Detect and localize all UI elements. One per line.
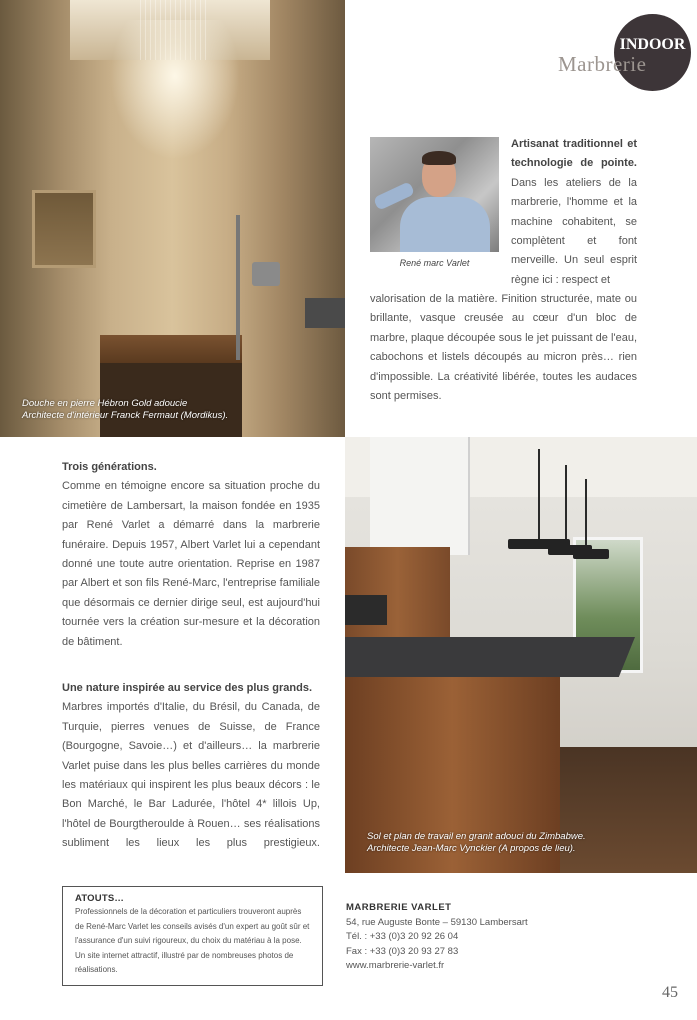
wall-ledge	[305, 298, 345, 328]
light-glow	[110, 20, 240, 160]
portrait-shirt	[400, 197, 490, 252]
pendant-lamp	[573, 549, 609, 559]
company-fax: Fax : +33 (0)3 20 93 27 83	[346, 945, 459, 957]
section-trois-generations	[62, 458, 320, 652]
lamp-cord	[565, 465, 567, 547]
kitchen-caption	[367, 831, 586, 855]
section-title: Marbrerie	[558, 52, 647, 76]
indoor-badge-label: INDOOR	[619, 35, 686, 53]
shower-caption-line-1: Douche en pierre Hébron Gold adoucie	[22, 398, 188, 409]
wall-niche	[32, 190, 96, 268]
shower-caption-line-2: Architecte d'intérieur Franck Fermaut (Mordikus).	[22, 410, 229, 421]
granite-countertop	[345, 637, 635, 677]
kitchen-caption-line-2: Architecte Jean-Marc Vynckier (A propos de lieu).	[367, 843, 576, 854]
intro-paragraph-bottom: valorisation de la matière. Finition structurée, mate ou brillante, vasque creusée au cœur d'un bloc de marbre, plaque découpée sous le jet puissant de l'eau, cabochons et listels découpés au micron près… rien d'impossible. La créativité libérée, toutes les audaces sont permises.	[370, 293, 637, 403]
lamp-cord	[585, 479, 587, 551]
section2-text: Comme en témoigne encore sa situation proche du cimetière de Lambersart, la maison fondée en 1935 par René Varlet a démarré dans la marbrerie funéraire. Depuis 1957, Albert Varlet lui a cependant donné une toute autre orientation. Reprise en 1987 par Albert et son fils René-Marc, l'entreprise familiale que désormais ce dernier dirige seul, est aujourd'hui tournée vers la création sur-mesure et la décoration de bâtiment.	[62, 480, 320, 648]
section-nature-inspiree	[62, 679, 320, 854]
section3-heading: Une nature inspirée au service des plus grands.	[62, 682, 313, 694]
wooden-bench	[100, 335, 242, 363]
company-website-link[interactable]: www.marbrerie-varlet.fr	[346, 960, 445, 971]
company-phone: Tél. : +33 (0)3 20 92 26 04	[346, 931, 459, 942]
atouts-box	[62, 886, 323, 986]
upper-cabinet	[370, 437, 470, 555]
kitchen-photo	[345, 437, 697, 873]
lamp-cord	[538, 449, 540, 541]
kitchen-caption-line-1: Sol et plan de travail en granit adouci du Zimbabwe.	[367, 831, 586, 842]
shower-valve	[252, 262, 280, 286]
atouts-text: Professionnels de la décoration et particuliers trouveront auprès de René-Marc Varlet les conseils avisés d'un expert au goût sûr et l'assurance d'un suivi rigoureux, du choix du matériau à la pose. Un site internet attractif, illustré par de nombreuses photos de réalisations.	[75, 907, 310, 974]
shower-caption	[22, 398, 228, 422]
company-address: 54, rue Auguste Bonte – 59130 Lambersart	[346, 916, 528, 928]
shower-photo	[0, 0, 345, 437]
section2-heading: Trois générations.	[62, 461, 157, 473]
oven	[345, 595, 387, 625]
intro-text-top: Dans les ateliers de la marbrerie, l'homme et la machine cohabitent, se complètent et font merveille. Un seul esprit règne ici : respect et	[511, 176, 637, 286]
page-number: 45	[662, 984, 678, 1001]
shower-pipe	[236, 215, 240, 360]
section3-text: Marbres importés d'Italie, du Brésil, du Canada, de Turquie, pierres venues de Suisse, de France (Bourgogne, Savoie…) et d'ailleurs… la marbrerie Varlet puise dans les plus belles carrières du monde les matériaux qui inspirent les plus beaux décors : le Bon Marché, le Bar Ladurée, l'hôtel 4* lillois Up, l'hôtel de Bourgtheroulde à Rouen… ses réalisations subliment les lieux les plus prestigieux.	[62, 701, 320, 850]
contact-block	[346, 901, 586, 974]
portrait-photo	[370, 137, 499, 252]
intro-paragraph-top	[511, 135, 637, 290]
portrait-caption: René marc Varlet	[399, 258, 470, 268]
intro-heading: Artisanat traditionnel et technologie de pointe.	[511, 138, 637, 170]
atouts-title: ATOUTS…	[75, 893, 125, 904]
portrait-hair	[422, 151, 456, 165]
company-name: MARBRERIE VARLET	[346, 902, 452, 913]
